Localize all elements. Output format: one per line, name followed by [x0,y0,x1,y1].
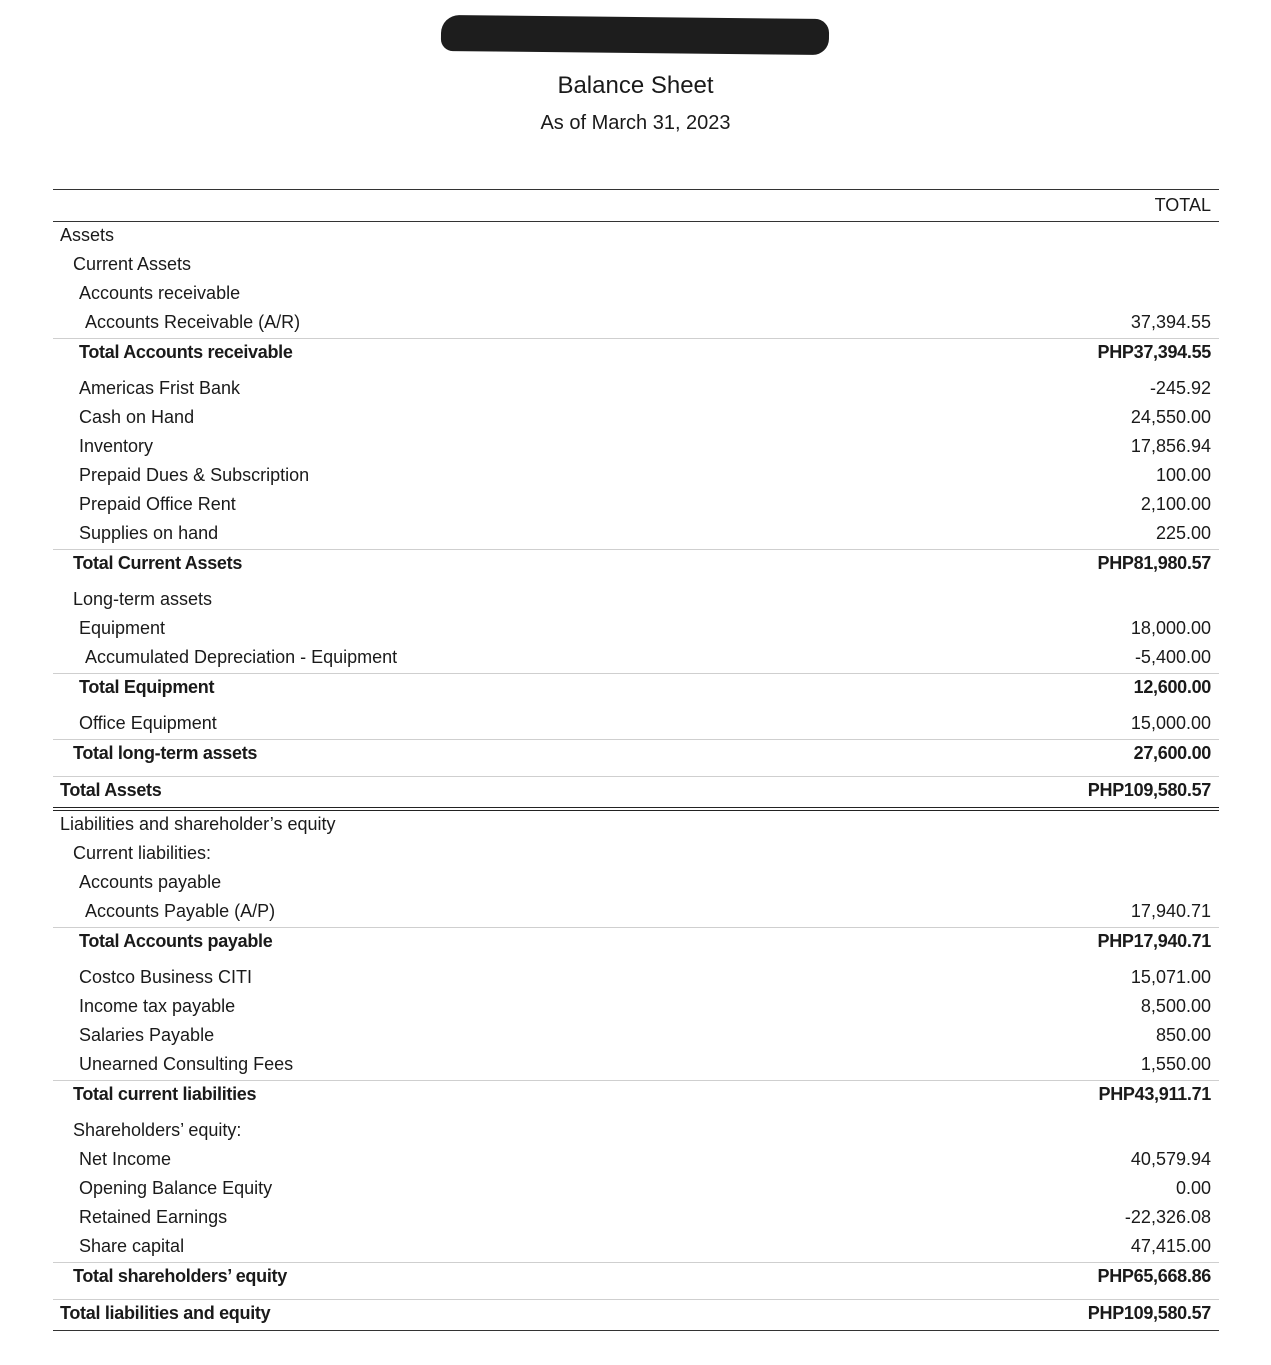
section-current-assets: Current Assets [73,254,192,274]
line-item: Equipment 18,000.00 [79,618,1211,638]
group-accounts-receivable: Accounts receivable [79,283,241,303]
total-row: Total Accounts receivable PHP37,394.55 [53,338,1219,369]
line-item: Inventory 17,856.94 [79,436,1211,456]
total-row: Total shareholders’ equity PHP65,668.86 [53,1262,1219,1293]
total-row: Total Current Assets PHP81,980.57 [53,549,1219,580]
line-item: Income tax payable 8,500.00 [79,996,1211,1016]
section-liabilities-equity: Liabilities and shareholder’s equity [60,814,336,834]
line-item: Accounts Receivable (A/R) 37,394.55 [85,312,1211,332]
total-row: Total Equipment 12,600.00 [53,673,1219,704]
section-long-term-assets: Long-term assets [73,589,213,609]
line-item: Supplies on hand 225.00 [79,523,1211,543]
line-item: Retained Earnings -22,326.08 [79,1207,1211,1227]
grand-total-liabilities-equity: Total liabilities and equity PHP109,580.57 [53,1299,1219,1331]
total-row: Total long-term assets 27,600.00 [53,739,1219,770]
line-item: Unearned Consulting Fees 1,550.00 [79,1054,1211,1074]
line-item: Salaries Payable 850.00 [79,1025,1211,1045]
line-item: Costco Business CITI 15,071.00 [79,967,1211,987]
column-header-row [53,190,1219,222]
line-item: Share capital 47,415.00 [79,1236,1211,1256]
line-item: Americas Frist Bank -245.92 [79,378,1211,398]
line-item: Prepaid Dues & Subscription 100.00 [79,465,1211,485]
report-date: As of March 31, 2023 [540,112,731,134]
section-shareholders-equity: Shareholders’ equity: [73,1120,242,1140]
line-item: Accumulated Depreciation - Equipment -5,400.00 [85,647,1211,667]
line-item: Accounts Payable (A/P) 17,940.71 [85,901,1211,921]
line-item: Cash on Hand 24,550.00 [79,407,1211,427]
line-item: Prepaid Office Rent 2,100.00 [79,494,1211,514]
report-title: Balance Sheet [557,72,714,99]
column-header-total: TOTAL [1154,195,1211,215]
total-row: Total Accounts payable PHP17,940.71 [53,927,1219,958]
line-item: Office Equipment 15,000.00 [79,713,1211,733]
section-assets: Assets [60,225,115,245]
line-item: Opening Balance Equity 0.00 [79,1178,1211,1198]
total-row: Total current liabilities PHP43,911.71 [53,1080,1219,1111]
balance-sheet-table [53,189,1219,1331]
line-item: Net Income 40,579.94 [79,1149,1211,1169]
section-current-liabilities: Current liabilities: [73,843,212,863]
grand-total-assets: Total Assets PHP109,580.57 [53,776,1219,811]
redacted-company-name [441,15,829,55]
group-accounts-payable: Accounts payable [79,872,222,892]
